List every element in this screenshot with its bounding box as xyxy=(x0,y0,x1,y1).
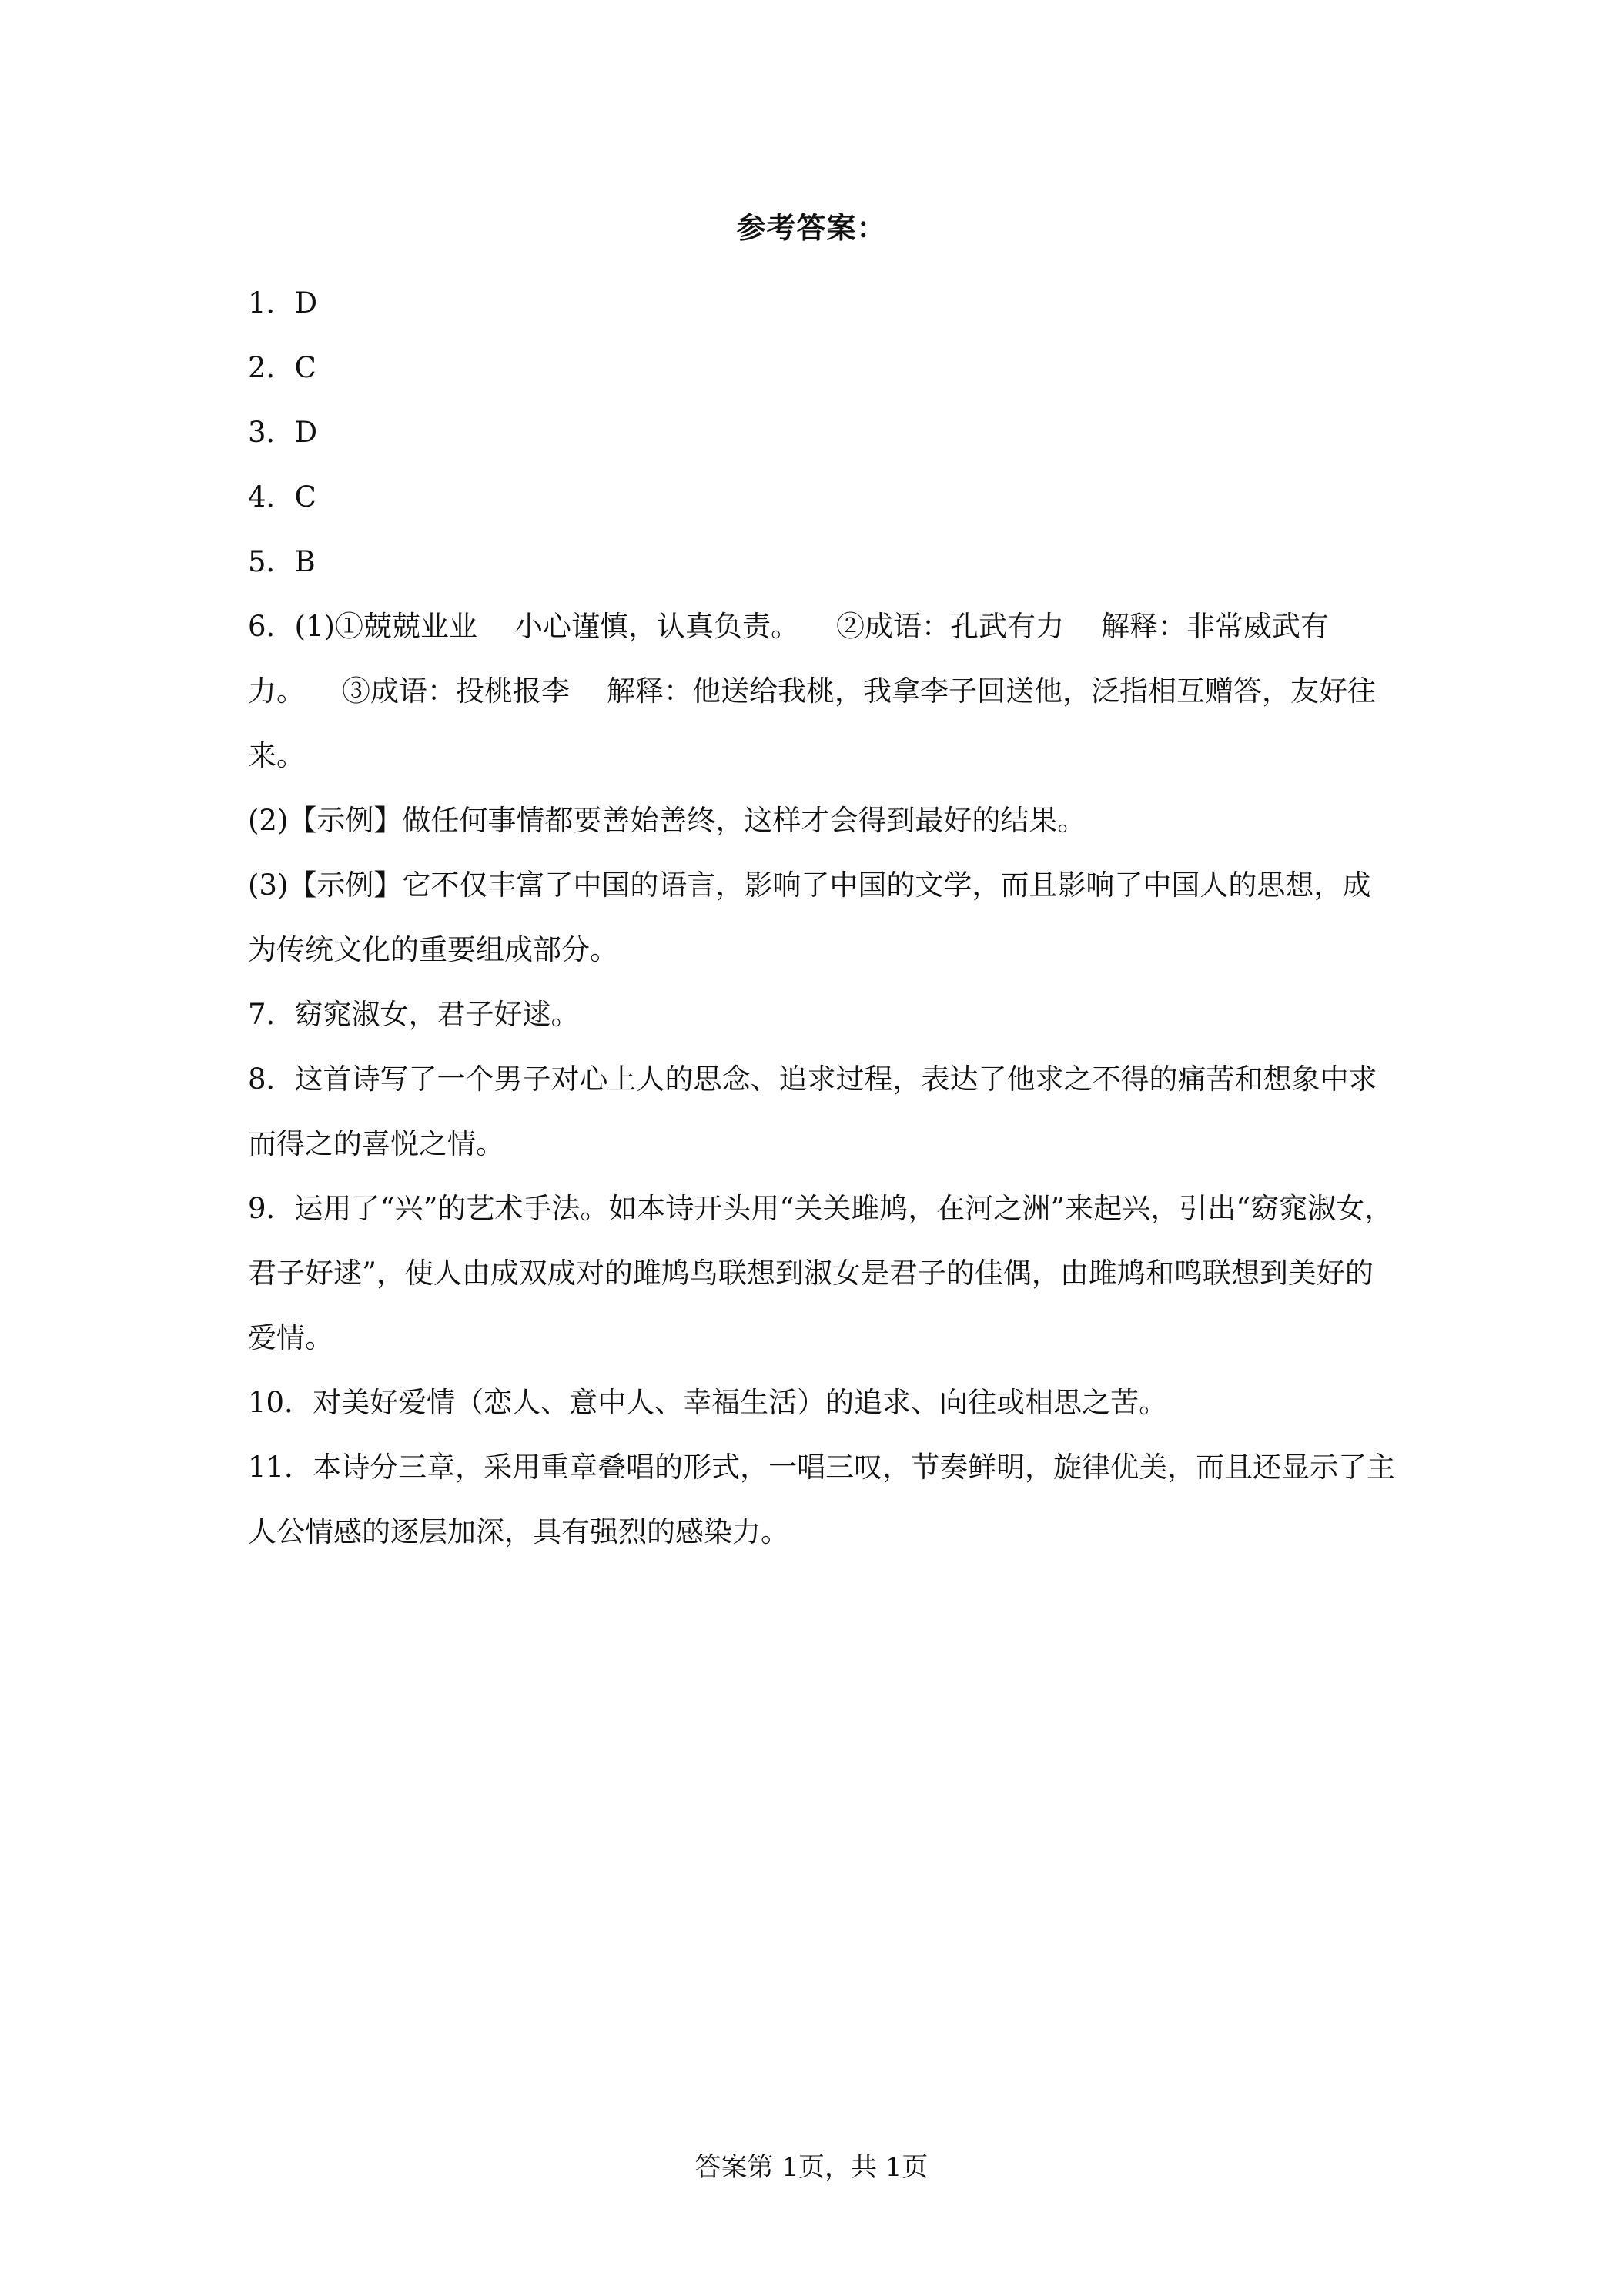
answer-8-line-1: 8．这首诗写了一个男子对心上人的思念、追求过程，表达了他求之不得的痛苦和想象中求 xyxy=(248,1063,1377,1096)
answer-6-line-1 xyxy=(248,594,1381,659)
answer-1: 1．D xyxy=(248,286,318,320)
answer-6-idiom-3: ③成语：投桃报李 xyxy=(342,674,570,708)
answer-6-line-2 xyxy=(248,659,1381,724)
answer-6-meaning-3: 解释：他送给我桃，我拿李子回送他，泛指相互赠答，友好往 xyxy=(607,674,1376,708)
answer-list xyxy=(248,271,1396,1565)
answer-8-line-2: 而得之的喜悦之情。 xyxy=(248,1127,504,1160)
page-footer: 答案第 1页，共 1页 xyxy=(694,2152,929,2183)
answer-10: 10．对美好爱情（恋人、意中人、幸福生活）的追求、向往或相思之苦。 xyxy=(248,1386,1168,1419)
answer-2: 2．C xyxy=(248,351,316,384)
answer-7: 7．窈窕淑女，君子好逑。 xyxy=(248,998,580,1031)
answer-4: 4．C xyxy=(248,480,316,514)
answer-11-line-1: 11．本诗分三章，采用重章叠唱的形式，一唱三叹，节奏鲜明，旋律优美，而且还显示了主 xyxy=(248,1451,1396,1484)
answer-9-line-1: 9．运用了“兴”的艺术手法。如本诗开头用“关关雎鸠，在河之洲”来起兴，引出“窈窕淑女， xyxy=(248,1192,1394,1225)
answer-6-line-3: 来。 xyxy=(248,739,305,772)
answer-6-part-2: (2)【示例】做任何事情都要善始善终，这样才会得到最好的结果。 xyxy=(248,804,1086,837)
answer-5: 5．B xyxy=(248,545,316,578)
answer-11-line-2: 人公情感的逐层加深，具有强烈的感染力。 xyxy=(248,1515,789,1548)
page-title: 参考答案： xyxy=(736,210,887,245)
answer-6-part-3-line-2: 为传统文化的重要组成部分。 xyxy=(248,933,618,966)
answer-6-meaning-1: 小心谨慎，认真负责。 xyxy=(514,610,799,643)
answer-9-line-2: 君子好逑”，使人由成双成对的雎鸠鸟联想到淑女是君子的佳偶，由雎鸠和鸣联想到美好的 xyxy=(248,1257,1374,1290)
answer-6-meaning-2-start: 解释：非常威武有 xyxy=(1100,610,1329,643)
answer-6-part-3-line-1: (3)【示例】它不仅丰富了中国的语言，影响了中国的文学，而且影响了中国人的思想，成 xyxy=(248,869,1371,902)
answer-9-line-3: 爱情。 xyxy=(248,1321,333,1354)
answer-3: 3．D xyxy=(248,416,318,449)
answer-6-idiom-2: ②成语：孔武有力 xyxy=(835,610,1064,643)
answer-6-idiom-1: 6．(1)①兢兢业业 xyxy=(248,610,477,643)
answer-6-meaning-2-end: 力。 xyxy=(248,674,305,708)
